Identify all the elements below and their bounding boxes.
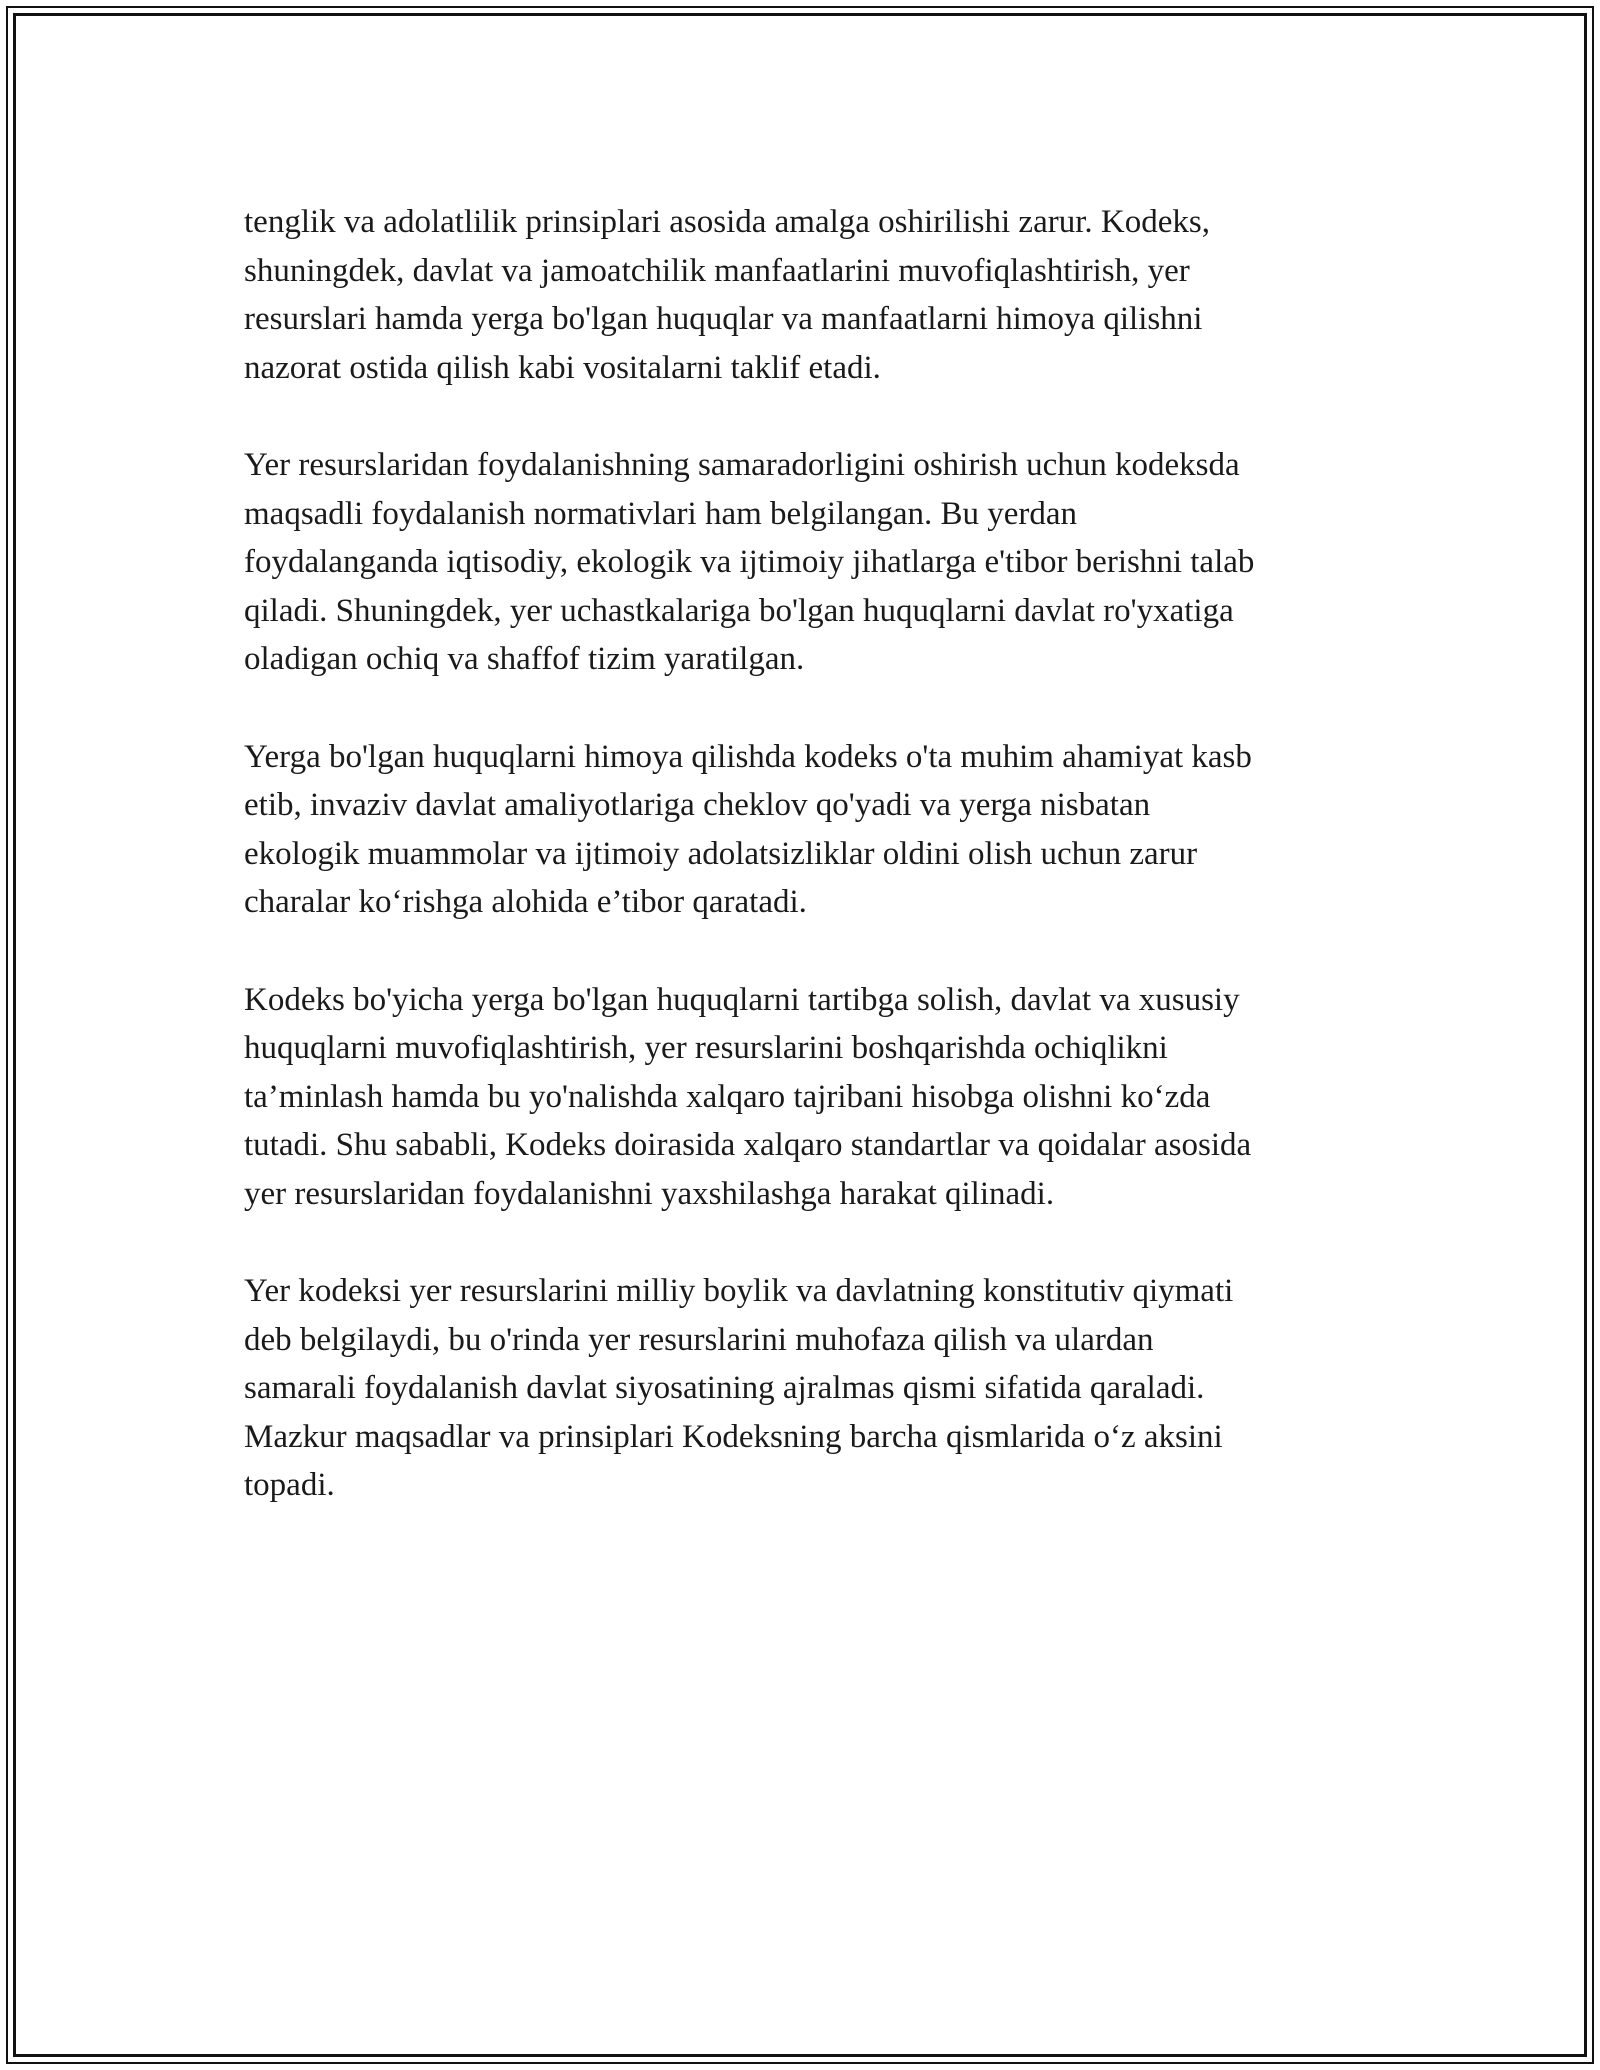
- document-body: [244, 198, 1384, 1559]
- paragraph-1: tenglik va adolatlilik prinsiplari asosida amalga oshirilishi zarur. Kodeks, shuningdek, davlat va jamoatchilik manfaatlarini muvofiqlashtirish, yer resurslari hamda yerga bo'lgan huquqlar va manfaatlarni himoya qilishni nazorat ostida qilish kabi vositalarni taklif etadi.: [244, 204, 1210, 386]
- paragraph-4: Kodeks bo'yicha yerga bo'lgan huquqlarni tartibga solish, davlat va xususiy huquqlarni muvofiqlashtirish, yer resurslarini boshqarishda ochiqlikni ta’minlash hamda bu yo'nalishda xalqaro tajribani hisobga olishni ko‘zda tutadi. Shu sababli, Kodeks doirasida xalqaro standartlar va qoidalar asosida yer resurslaridan foydalanishni yaxshilashga harakat qilinadi.: [244, 981, 1252, 1212]
- paragraph-3: Yerga bo'lgan huquqlarni himoya qilishda kodeks o'ta muhim ahamiyat kasb etib, invaziv davlat amaliyotlariga cheklov qo'yadi va yerga nisbatan ekologik muammolar va ijtimoiy adolatsizliklar oldini olish uchun zarur charalar ko‘rishga alohida e’tibor qaratadi.: [244, 738, 1252, 920]
- paragraph-2: Yer resurslaridan foydalanishning samaradorligini oshirish uchun kodeksda maqsadli foydalanish normativlari ham belgilangan. Bu yerdan foydalanganda iqtisodiy, ekologik va ijtimoiy jihatlarga e'tibor berishni talab qiladi. Shuningdek, yer uchastkalariga bo'lgan huquqlarni davlat ro'yxatiga oladigan ochiq va shaffof tizim yaratilgan.: [244, 447, 1255, 677]
- page-border: [6, 6, 1594, 2064]
- paragraph-5: Yer kodeksi yer resurslarini milliy boylik va davlatning konstitutiv qiymati deb belgilaydi, bu o'rinda yer resurslarini muhofaza qilish va ulardan samarali foydalanish davlat siyosatining ajralmas qismi sifatida qaraladi. Mazkur maqsadlar va prinsiplari Kodeksning barcha qismlarida o‘z aksini topadi.: [244, 1273, 1234, 1503]
